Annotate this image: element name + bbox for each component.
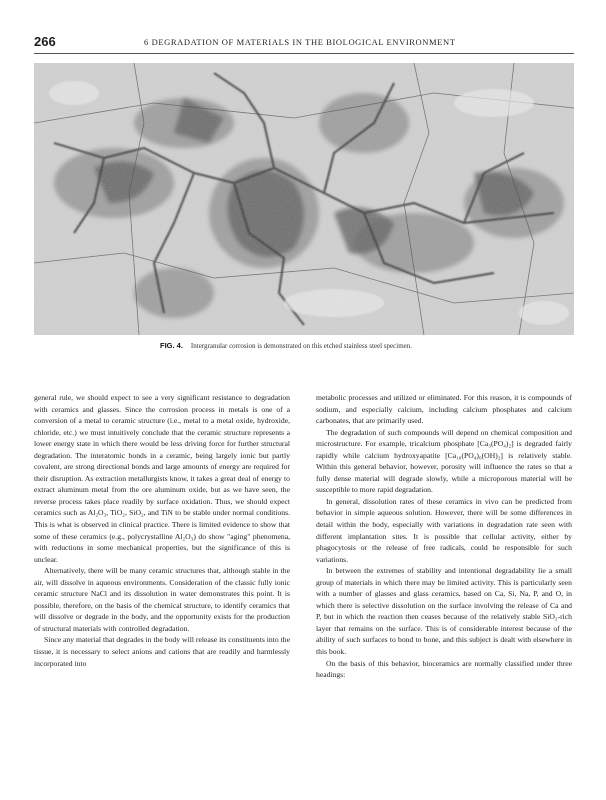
paragraph: In between the extremes of stability and intentional degradability lie a small group of materials in which there may be limited activity. This is particularly seen with a number of glasses and glass ceramics, based on Ca, Si, Na, P, and O, in which there is selective dissolution on the surface involving the release of Ca and P, but in which the reaction then ceases because of the relatively stable SiO₂-rich layer that remains on the surface. This is of considerable interest because of the ability of such surfaces to bond to bone, and this subject is dealt with elsewhere in this book.: [316, 566, 572, 657]
paragraph: general rule, we should expect to see a very significant resistance to degradation with ceramics and glasses. Since the corrosion process in metals is one of a conversion of a metal to ceramic structure (i.e., metal to a metal oxide, hydroxide, chloride, etc.) we must intuitively conclude that the ceramic structure represents a lower energy state in which there would be less driving force for further structural degradation. The interatomic bonds in a ceramic, being largely ionic but partly covalent, are strong directional bonds and large amounts of energy are required for their disruption. As extraction metallurgists know, it takes a great deal of energy to extract aluminum metal from the ore aluminum oxide, but as we have seen, the reverse process takes place readily by surface oxidation. Thus, we should expect ceramics such as Al₂O₃, TiO₂, SiO₂, and TiN to be stable under normal conditions. This is what is observed in clinical practice. There is limited evidence to show that some of these ceramics (e.g., polycrystalline Al₂O₃) do show "aging" phenomena, with reductions in some mechanical properties, but the significance of this is unclear.: [34, 393, 290, 564]
paragraph: Alternatively, there will be many ceramic structures that, although stable in the air, will dissolve in aqueous environments. Consideration of the classic fully ionic ceramic structure NaCl and its dissolution in water demonstrates this point. It is possible, therefore, on the basis of the chemical structure, to identify ceramics that will dissolve or degrade in the body, and the opportunity exists for the production of structural materials with controlled degradation.: [34, 566, 290, 633]
figure-caption-text: Intergranular corrosion is demonstrated on this etched stainless steel specimen.: [190, 342, 413, 350]
micrograph-figure: [34, 63, 574, 335]
paragraph: On the basis of this behavior, bioceramics are normally classified under three headings:: [316, 658, 572, 680]
left-column: [34, 392, 290, 669]
figure-label: FIG. 4.: [160, 341, 183, 350]
paragraph: Since any material that degrades in the body will release its constituents into the tissue, it is necessary to select anions and cations that are readily and harmlessly incorporated into: [34, 635, 290, 668]
page-number: 266: [34, 34, 56, 49]
figure-caption: [160, 341, 412, 350]
micrograph-image: [34, 63, 574, 335]
running-title: 6 DEGRADATION OF MATERIALS IN THE BIOLOGICAL ENVIRONMENT: [144, 37, 456, 47]
right-column: [316, 392, 572, 681]
running-header: [34, 34, 574, 54]
paragraph: metabolic processes and utilized or eliminated. For this reason, it is compounds of sodium, and especially calcium, including calcium phosphates and calcium carbonates, that are primarily used.: [316, 393, 572, 426]
paragraph: The degradation of such compounds will depend on chemical composition and microstructure. For example, tricalcium phosphate [Ca₃(PO₄)₂] is degraded fairly rapidly while calcium hydroxyapatite [Ca₁₀(PO₄)₆(OH)₂] is relatively stable. Within this general behavior, however, porosity will influence the rates so that a fully dense material will degrade slowly, while a microporous material will be susceptible to more rapid degradation.: [316, 427, 572, 495]
paragraph: In general, dissolution rates of these ceramics in vivo can be predicted from behavior in simple aqueous solution. However, there will be some differences in detail within the body, especially with variations in degradation rate seen with different implantation sites. It is possible that cellular activity, either by phagocytosis or the release of free radicals, could be responsible for such variations.: [316, 496, 572, 564]
